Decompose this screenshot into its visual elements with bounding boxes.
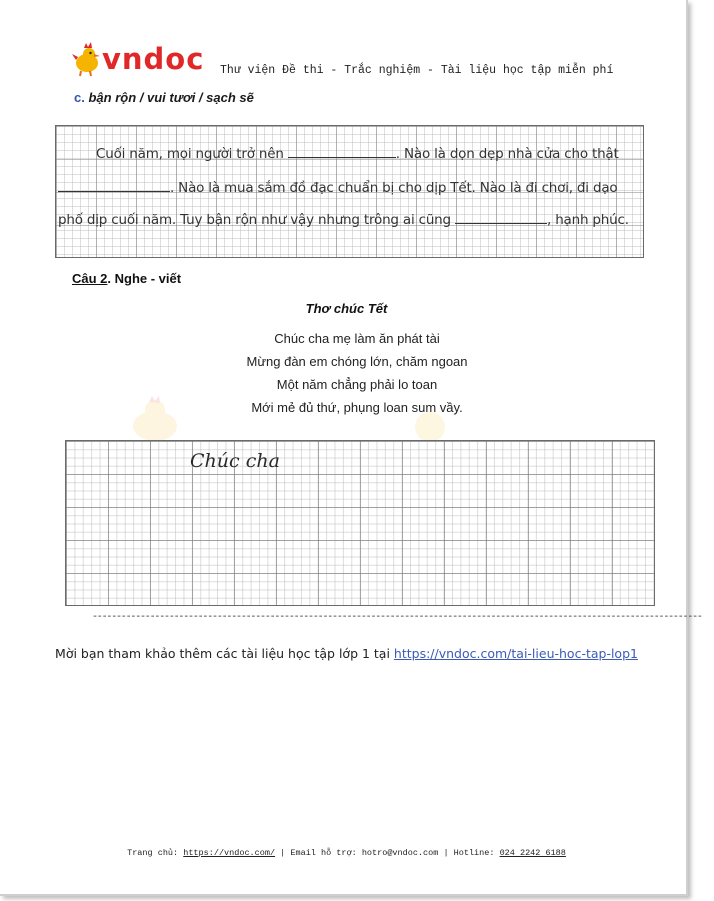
passage-text: . Nào là dọn dẹp nhà cửa cho thật xyxy=(395,146,619,162)
passage-line-1 xyxy=(58,145,640,162)
watermark-shape xyxy=(415,412,445,442)
logo-text: vndoc xyxy=(102,42,205,76)
question-title: . Nghe - viết xyxy=(107,271,182,286)
passage-text: Cuối năm, mọi người trở nên xyxy=(96,146,284,162)
promo-text: Mời bạn tham khảo thêm các tài liệu học tập lớp 1 tại xyxy=(55,646,390,661)
question-2-heading xyxy=(72,271,181,286)
blank-2[interactable] xyxy=(58,179,170,192)
passage-text: . Nào là mua sắm đồ đạc chuẩn bị cho dịp Tết. Nào là đi chơi, đi dạo xyxy=(170,180,618,196)
footer-separator: | xyxy=(280,848,286,858)
footer-hotline[interactable]: 024 2242 6188 xyxy=(499,848,566,858)
word-options: bận rộn / vui tươi / sạch sẽ xyxy=(88,90,254,105)
poem-line: Một năm chẳng phải lo toan xyxy=(276,377,438,392)
poem-title: Thơ chúc Tết xyxy=(305,301,388,316)
section-letter: c. xyxy=(74,90,85,105)
footer-email-label: Email hỗ trợ: xyxy=(290,848,357,858)
handwriting-sample: Chúc cha xyxy=(190,450,280,472)
section-c-heading xyxy=(74,90,254,105)
vndoc-logo[interactable] xyxy=(72,42,204,78)
writing-grid xyxy=(65,440,655,606)
poem-line: Mừng đàn em chóng lớn, chăm ngoan xyxy=(246,354,468,369)
page-footer xyxy=(0,848,693,858)
watermark-rooster-icon xyxy=(125,396,185,442)
footer-separator: | xyxy=(443,848,449,858)
dashed-divider: ------------------------------------------------------------------------------------------------------------------------------- xyxy=(92,612,702,623)
promo-line xyxy=(0,646,693,661)
passage-text: phố dịp cuối năm. Tuy bận rộn như vậy nhưng trông ai cũng xyxy=(58,212,451,228)
passage-line-2 xyxy=(58,179,640,196)
site-tagline: Thư viện Đề thi - Trắc nghiệm - Tài liệu học tập miễn phí xyxy=(220,64,614,77)
blank-1[interactable] xyxy=(288,145,396,158)
question-label: Câu 2 xyxy=(72,271,108,286)
footer-email[interactable]: hotro@vndoc.com xyxy=(361,848,439,858)
passage-line-3 xyxy=(58,211,640,228)
footer-home-link[interactable]: https://vndoc.com/ xyxy=(183,848,276,858)
footer-hotline-label: Hotline: xyxy=(453,848,495,858)
rooster-icon xyxy=(72,42,104,76)
promo-link[interactable]: https://vndoc.com/tai-lieu-hoc-tap-lop1 xyxy=(393,646,638,661)
blank-3[interactable] xyxy=(455,211,547,224)
footer-home-label: Trang chủ: xyxy=(127,848,179,858)
passage-text: , hạnh phúc. xyxy=(547,212,629,228)
poem-line: Mới mẻ đủ thứ, phụng loan sum vầy. xyxy=(251,400,463,415)
poem-line: Chúc cha mẹ làm ăn phát tài xyxy=(274,331,440,346)
